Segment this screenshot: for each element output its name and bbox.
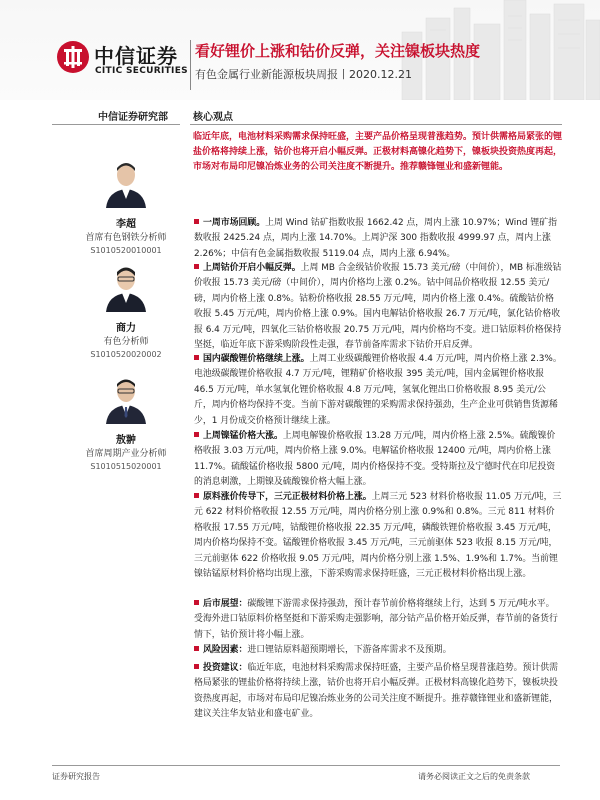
bullet-square-icon: [194, 493, 199, 498]
citic-logo-icon: [56, 40, 90, 74]
research-dept-heading: 中信证券研究部: [98, 112, 168, 123]
analyst-card: [66, 374, 186, 473]
footer-rule: [52, 765, 560, 766]
key-summary: 临近年底，电池材料采购需求保持旺盛，主要产品价格呈现普涨趋势。预计供需格局紧张的锂盐价格将持续上涨，钴价也将开启小幅反弹。正极材料高镍化趋势下，镍板块投资热度再起，市场对布局印尼镍冶炼业务的公司关注度不断提升。推荐赣锋锂业和盛新锂能。: [193, 132, 563, 172]
bullet-heading: 原料涨价传导下，三元正极材料价格上涨。: [203, 492, 372, 502]
bullet-square-icon: [194, 646, 199, 651]
bullet-heading: 一周市场回顾。: [203, 218, 266, 228]
bullet-square-icon: [194, 355, 199, 360]
bullet-square-icon: [194, 219, 199, 224]
bullet-body: 上周三元 523 材料价格收报 11.05 万元/吨，三元 622 材料价格收报 12.55 万元/吨，周内价格分别上涨 0.9%和 0.8%。三元 811 材料价格收报 17.55 万元/吨，钴酸锂价格收报 22.35 万元/吨，磷酸铁锂价格收报 3.45 万元/吨，周内价格均保持不变。锰酸锂价格收报 3.45 万元/吨，三元前驱体 523 收报 8.15 万元/吨，三元前驱体 622 价格收报 9.05 万元/吨，周内价格分别上涨 1.5%、1.9%和 1.7%。当前锂镍钴锰原材料价格均出现上涨，下游采购需求保持旺盛，三元正极材料价格出现上涨。: [194, 492, 562, 580]
analyst-name: 敖翀: [116, 435, 136, 446]
bullet-investment-advice: [194, 661, 562, 723]
bullet-heading: 风险因素：: [203, 645, 248, 655]
bullet-cathode-materials: [194, 490, 562, 582]
avatar: [102, 158, 150, 208]
footer-disclaimer: 请务必阅读正文之后的免责条款: [418, 772, 530, 781]
bullet-body: 上周 Wind 钴矿指数收报 1662.42 点，周内上涨 10.97%；Wind 锂矿指数收报 2425.24 点，周内上涨 14.70%。上周沪深 300 指数收报 4999.97 点，周内上涨 2.26%；中信有色金属指数收报 5119.04 点，周内上涨 6.94%。: [194, 218, 557, 259]
bullet-heading: 上周钴价开启小幅反弹。: [203, 263, 301, 273]
avatar: [102, 374, 150, 424]
analyst-name: 商力: [116, 323, 136, 334]
analyst-role: 首席周期产业分析师: [85, 449, 167, 459]
bullet-body: 碳酸锂下游需求保持强劲，预计春节前价格将继续上行，达到 5 万元/吨水平。受海外进口钴原料价格坚挺和下游采购走强影响，部分钴产品价格开始反弹，春节前的备货行情下，钴价预计将小幅上涨。: [194, 599, 558, 640]
analyst-card: [66, 262, 186, 361]
key-points-heading: 核心观点: [193, 112, 233, 123]
analyst-license-id: S1010515020001: [90, 462, 162, 471]
bullet-market-review: [194, 216, 562, 262]
bullet-lithium: [194, 352, 562, 429]
bullet-body: 进口锂钴原料超预期增长，下游备库需求不及预期。: [247, 645, 452, 655]
bullet-square-icon: [194, 432, 199, 437]
analyst-role: 有色分析师: [103, 337, 149, 347]
analyst-license-id: S1010520010001: [90, 246, 162, 255]
bullet-cobalt: [194, 261, 562, 353]
analyst-role: 首席有色钢铁分析师: [85, 233, 167, 243]
bullet-body: 上周 MB 合金级钴价收报 15.73 美元/磅（中间价），MB 标准级钴价收报 15.73 美元/磅（中间价），周内价格均上涨 0.2%。钴中间品价格收报 12.55 美元/磅，周内价格上涨 0.8%。钴粉价格收报 28.55 万元/吨，周内价格上涨 0.4%。硫酸钴价格收报 5.45 万元/吨，周内价格上涨 0.9%。国内电解钴价格收报 26.7 万元/吨，氯化钴价格收报 6.4 万元/吨，四氧化三钴价格收报 20.75 万元/吨，周内价格均不变。进口钴原料价格保持坚挺，临近年底下游采购阶段性走强，春节前备库需求下钴价开启反弹。: [194, 263, 562, 351]
bullet-heading: 投资建议：: [203, 663, 248, 673]
avatar: [102, 262, 150, 312]
bullet-heading: 后市展望：: [203, 599, 248, 609]
logo-english-text: CITIC SECURITIES: [95, 66, 188, 76]
logo-chinese-text: 中信证券: [94, 44, 178, 68]
analyst-name: 李超: [116, 219, 136, 230]
report-subtitle: 有色金属行业新能源板块周报丨2020.12.21: [195, 68, 412, 81]
bullet-body: 上周工业级碳酸锂价格收报 4.4 万元/吨，周内价格上涨 2.3%。电池级碳酸锂价格收报 4.7 万元/吨，锂精矿价格收报 395 美元/吨，国内金属锂价格收报 46.5 万元/吨，单水氢氧化锂价格收报 4.8 万元/吨，氢氧化锂出口价格收报 8.95 美元/公斤，周内价格均保持不变。当前下游对碳酸锂的采购需求保持强劲，生产企业可供销售货源稀少，1 月份成交价格预计继续上涨。: [194, 354, 562, 426]
report-title: 看好锂价上涨和钴价反弹，关注镍板块热度: [195, 42, 481, 60]
bullet-square-icon: [194, 600, 199, 605]
analyst-card: [66, 158, 186, 257]
bullet-heading: 国内碳酸锂价格继续上涨。: [203, 354, 310, 364]
bullet-body: 临近年底，电池材料采购需求保持旺盛，主要产品价格呈现普涨趋势。预计供需格局紧张的锂盐价格将持续上涨，钴价也将开启小幅反弹。正极材料高镍化趋势下，镍板块投资热度再起，市场对布局印尼镍冶炼业务的公司关注度不断提升。推荐赣锋锂业和盛新锂能，建议关注华友钴业和盛屯矿业。: [194, 663, 558, 720]
right-heading-rule: [190, 124, 562, 125]
bullet-nickel-manganese: [194, 429, 562, 491]
footer-report-type: 证券研究报告: [52, 772, 100, 781]
bullet-body: 上周电解镍价格收报 13.28 万元/吨，周内价格上涨 2.5%。硫酸镍价格收报 3.03 万元/吨，周内价格上涨 9.0%。电解锰价格收报 12400 元/吨，周内价格上涨 11.7%。硫酸锰价格收报 5800 元/吨，周内价格保持不变。受特斯拉及宁德时代在印尼投资的消息刺激，上期镍及硫酸镍价格大幅上涨。: [194, 431, 556, 488]
analyst-license-id: S1010520020002: [90, 350, 162, 359]
header-divider: [190, 40, 191, 90]
bullet-outlook: [194, 597, 562, 643]
bullet-square-icon: [194, 664, 199, 669]
bullet-risk-factors: [194, 643, 562, 658]
bullet-heading: 上周镍锰价格大涨。: [203, 431, 283, 441]
bullet-square-icon: [194, 264, 199, 269]
left-heading-rule: [52, 124, 180, 125]
